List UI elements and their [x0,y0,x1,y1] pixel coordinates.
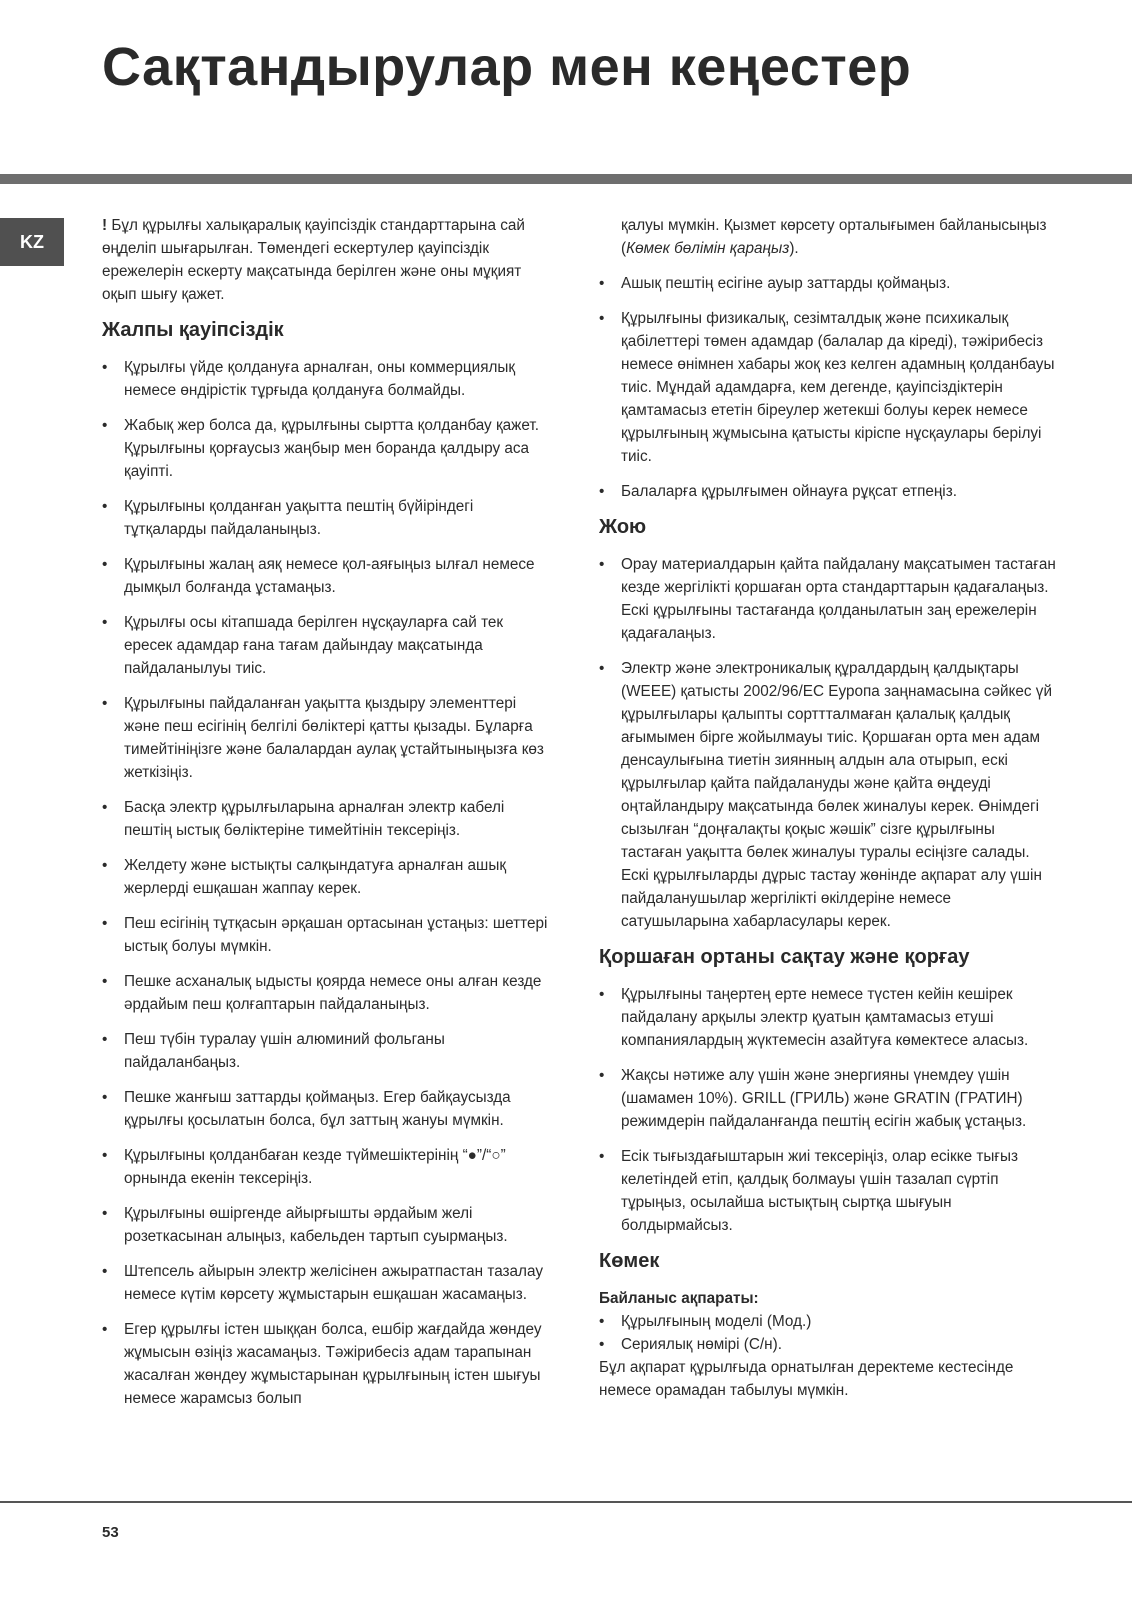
disposal-list [599,553,1059,933]
continued-text: қалуы мүмкін. Қызмет көрсету орталығымен байланысыңыз ( [621,217,1047,257]
list-item: • Пеш есігінің тұтқасын әрқашан ортасынан ұстаңыз: шеттері ыстық болуы мүмкін. [102,912,552,958]
list-item: • Штепсель айырын электр желісінен ажыратпастан тазалау немесе күтім көрсету жұмыстарын ешқашан жасамаңыз. [102,1260,552,1306]
list-item: • Құрылғы осы кітапшада берілген нұсқауларға сай тек ересек адамдар ғана тағам дайындау мақсатында пайдаланылуы тиіс. [102,611,552,680]
list-item: • Балаларға құрылғымен ойнауға рұқсат етпеңіз. [599,480,1059,503]
list-item: • Пешке асханалық ыдысты қоярда немесе оны алған кезде әрдайым пеш қолғаптарын пайдаланыңыз. [102,970,552,1016]
list-item: • Желдету және ыстықты салқындатуға арналған ашық жерлерді ешқашан жаппау керек. [102,854,552,900]
intro-text: Бұл құрылғы халықаралық қауіпсіздік стандарттарына сай өңделіп шығарылған. Төмендегі ескертулер қауіпсіздік ережелерін ескерту мақсатында берілген және оны мұқият оқып шығу қажет. [102,217,525,303]
list-item: • Жабық жер болса да, құрылғыны сыртта қолданбау қажет. Құрылғыны қорғаусыз жаңбыр мен боранда қалдыру аса қауіпті. [102,414,552,483]
list-item [599,657,1059,933]
list-item: • Пеш түбін туралау үшін алюминий фольганы пайдаланбаңыз. [102,1028,552,1074]
right-column [599,214,1059,1414]
contact-list [599,1310,1059,1356]
list-item: • Құрылғыны қолданбаған кезде түймешіктерінің “●”/“○” орнында екенін тексеріңіз. [102,1144,552,1190]
list-item: • Құрылғы үйде қолдануға арналған, оны коммерциялық немесе өндірістік тұрғыда қолдануға болмайды. [102,356,552,402]
environment-heading: Қоршаған ортаны сақтау және қорғау [599,946,970,968]
language-tab: KZ [0,218,64,266]
list-item: • Құрылғыны таңертең ерте немесе түстен кейін кешірек пайдалану арқылы электр қуатын қамтамасыз етуші компаниялардың жүктемесін азайтуға көмектесе аласыз. [599,983,1059,1052]
disposal-heading: Жою [599,516,647,538]
contact-heading: Байланыс ақпараты: [599,1290,759,1307]
list-item: • Құрылғыны қолданған уақытта пештің бүйіріндегі тұтқаларды пайдаланыңыз. [102,495,552,541]
list-item: • Құрылғының моделі (Мод.) [599,1310,1059,1333]
list-item: • Құрылғыны пайдаланған уақытта қыздыру элементтері және пеш есігінің белгілі бөліктері қатты қызады. Бұларға тимейтініңізге және балалардан аулақ ұстайтыныңызға көз жеткізіңіз. [102,692,552,784]
environment-list [599,983,1059,1237]
list-item: • Құрылғыны физикалық, сезімталдық және психикалық қабілеттері төмен адамдар (балалар да кіреді), тәжірибесіз немесе өнімнен хабары жоқ кез келген адамның қолданбауы тиіс. Мұндай адамдарға, кем дегенде, қауіпсіздіктерін қамтамасыз ететін біреулер жетекші болуы керек немесе құрылғының жұмысына қатысты кіріспе нұсқаулары берілуі тиіс. [599,307,1059,468]
continued-item [599,214,1059,260]
list-item: • Сериялық нөмірі (С/н). [599,1333,1059,1356]
help-heading: Көмек [599,1250,660,1272]
header-rule [0,174,1132,184]
footer-rule [0,1501,1132,1503]
intro-paragraph [102,214,552,306]
weee-extra-text: Ескі құрылғыларды дұрыс тастау жөнінде ақпарат алу үшін пайдаланушылар жергілікті өкілдеріне немесе сатушыларына хабарласулары керек. [621,867,1042,930]
contact-note: Бұл ақпарат құрылғыда орнатылған деректеме кестесінде немесе орамадан табылуы мүмкін. [599,1359,1014,1399]
list-item: • Егер құрылғы істен шыққан болса, ешбір жағдайда жөндеу жұмысын өзіңіз жасамаңыз. Тәжірибесіз адам тарапынан жасалған жөндеу жұмыстарынан құрылғының істен шығуы немесе жарамсыз болып [102,1318,552,1410]
list-item: • Ашық пештің есігіне ауыр заттарды қоймаңыз. [599,272,1059,295]
weee-text: Электр және электроникалық құралдардың қалдықтары (WEEE) қатысты 2002/96/EC Еуропа заңнамасына сәйкес үй құрылғылары қалыпты сорттталмаған қалалық қалдық ағымымен бірге жойылмауы тиіс. Қоршаған орта мен адам денсаулығына тиетін зиянның алдын ала отырып, ескі құрылғылар қайта пайдалануды және қайта өңдеуді оңтайландыру мақсатында бөлек жиналуы керек. Өнімдегі сызылған “доңғалақты қоқыс жәшік” сізге құрылғыны тастаған уақытта бөлек жиналуы туралы есіңізге салады. [621,660,1052,861]
warning-mark: ! [102,217,108,234]
list-item: • Пешке жанғыш заттарды қоймаңыз. Егер байқаусызда құрылғы қосылатын болса, бұл заттың жануы мүмкін. [102,1086,552,1132]
general-safety-list [102,356,552,1410]
list-item: • Құрылғыны жалаң аяқ немесе қол-аяғыңыз ылғал немесе дымқыл болғанда ұстамаңыз. [102,553,552,599]
continued-text-end: ). [789,240,799,257]
list-item: • Жақсы нәтиже алу үшін және энергияны үнемдеу үшін (шамамен 10%). GRILL (ГРИЛЬ) және GRATIN (ГРАТИН) режимдерін пайдаланғанда пештің есігін жабық ұстаңыз. [599,1064,1059,1133]
list-item: • Есік тығыздағыштарын жиі тексеріңіз, олар есікке тығыз келетіндей етіп, қалдық болмауы үшін тазалап сүртіп тұрыңыз, осылайша ыстықтың сыртқа шығуын болдырмайсыз. [599,1145,1059,1237]
help-section-reference: Көмек бөлімін қараңыз [626,240,790,257]
page-title: Сақтандырулар мен кеңестер [102,37,912,97]
list-item: • Құрылғыны өшіргенде айырғышты әрдайым желі розеткасынан алыңыз, кабельден тартып суырмаңыз. [102,1202,552,1248]
safety-list-continued [599,272,1059,503]
general-safety-heading: Жалпы қауіпсіздік [102,319,284,341]
list-item: • Орау материалдарын қайта пайдалану мақсатымен тастаған кезде жергілікті қоршаған орта стандарттарын қадағалаңыз. Ескі құрылғыны тастағанда қолданылатын заң ережелерін қадағалаңыз. [599,553,1059,645]
left-column [102,214,552,1422]
list-item: • Басқа электр құрылғыларына арналған электр кабелі пештің ыстық бөліктеріне тимейтінін тексеріңіз. [102,796,552,842]
page-number: 53 [102,1524,119,1541]
